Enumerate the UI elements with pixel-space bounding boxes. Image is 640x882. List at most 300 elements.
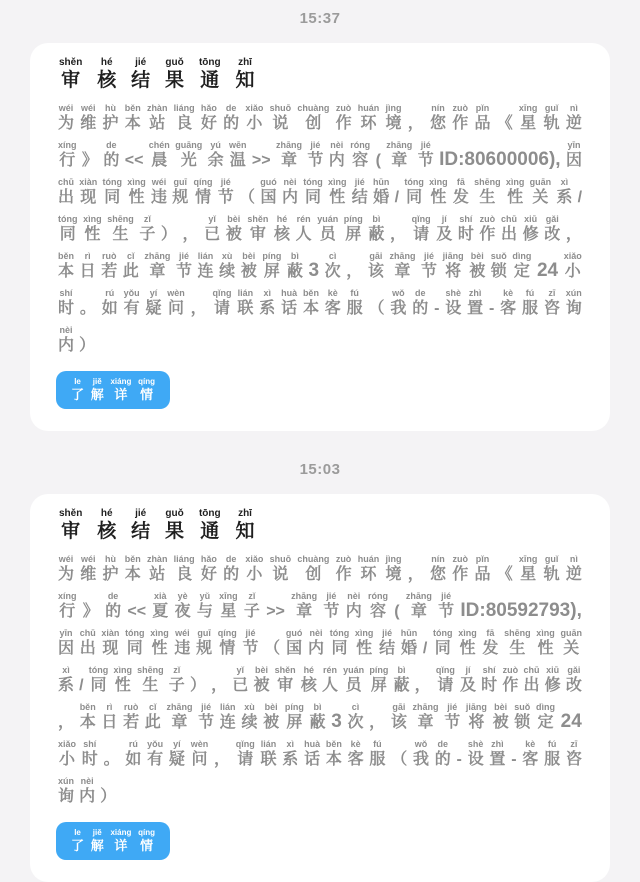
pinyin-annotation: fú [547, 739, 557, 749]
character-text: 《 [496, 115, 513, 132]
ruby-token [368, 251, 384, 282]
ruby-token [124, 288, 140, 319]
ruby-token [379, 628, 395, 659]
pinyin-annotation: chén [148, 140, 170, 150]
ruby-token [161, 225, 177, 245]
ruby-token [147, 739, 163, 770]
character-text: 余 [207, 152, 224, 169]
ruby-token [174, 628, 190, 659]
ruby-token [102, 554, 118, 585]
ruby-token [479, 214, 495, 245]
ruby-token [560, 628, 582, 659]
character-text: 您 [429, 566, 446, 583]
pinyin-annotation: píng [369, 665, 389, 675]
pinyin-annotation: suǒ [514, 702, 531, 712]
ruby-token [125, 628, 145, 659]
pinyin-annotation: xīng [518, 554, 538, 564]
ruby-token [566, 103, 582, 134]
ruby-token [103, 177, 123, 208]
ruby-token [297, 103, 329, 134]
ruby-token [113, 665, 132, 696]
character-text: 性 [356, 640, 373, 657]
ruby-token [393, 665, 409, 696]
pinyin-annotation: zhī [238, 57, 252, 68]
pinyin-annotation: kè [350, 739, 361, 749]
character-text: 为 [58, 566, 75, 583]
ruby-token [80, 299, 96, 319]
character-text: ( [394, 603, 400, 620]
character-text: 通 [200, 70, 220, 91]
ruby-token [101, 702, 117, 733]
pinyin-annotation: chū [523, 665, 540, 675]
ruby-token [368, 214, 384, 245]
pinyin-annotation: jìng [385, 554, 402, 564]
character-text: 内 [308, 640, 325, 657]
ruby-token [58, 288, 74, 319]
character-text: 我 [390, 300, 407, 317]
pinyin-annotation: de [106, 140, 117, 150]
character-text: 咨 [565, 751, 582, 768]
pinyin-annotation: tóng [102, 177, 122, 187]
ruby-token [175, 140, 202, 171]
character-text: 品 [474, 566, 491, 583]
pinyin-annotation: hūn [400, 628, 418, 638]
character-text: 我 [412, 751, 429, 768]
character-text: ， [182, 226, 199, 243]
pinyin-annotation: bì [397, 665, 406, 675]
pinyin-annotation: jí [465, 665, 471, 675]
ruby-token [556, 177, 572, 208]
pinyin-annotation: zhàn [146, 554, 168, 564]
character-text: ， [346, 263, 363, 280]
ruby-token [491, 251, 507, 282]
pinyin-annotation: hūn [372, 177, 390, 187]
character-text: 锁 [490, 263, 507, 280]
character-text: 章 [394, 263, 411, 280]
character-text: 被 [225, 226, 242, 243]
pinyin-annotation: lián [220, 702, 236, 712]
ruby-token [530, 177, 552, 208]
character-text: 轨 [543, 566, 560, 583]
ruby-token [376, 151, 381, 171]
character-text: 审 [249, 226, 266, 243]
character-text: 3 [331, 711, 342, 732]
pinyin-annotation: yǒu [123, 288, 140, 298]
ruby-token [58, 177, 74, 208]
ruby-token [145, 288, 161, 319]
character-text: 连 [197, 263, 214, 280]
ruby-token [274, 214, 290, 245]
ruby-token [241, 251, 257, 282]
ruby-token [213, 288, 232, 319]
ruby-token [497, 114, 513, 134]
character-text: 被 [253, 677, 270, 694]
learn-more-button[interactable] [56, 822, 170, 860]
pinyin-annotation: huà [281, 288, 298, 298]
ruby-token [71, 828, 84, 854]
pinyin-annotation: shěn [247, 214, 269, 224]
character-text: ） [189, 677, 206, 694]
pinyin-annotation: nín [431, 554, 445, 564]
character-text: 系 [259, 300, 276, 317]
pinyin-annotation: shěn [274, 665, 296, 675]
character-text: 好 [200, 115, 217, 132]
character-text: ） [100, 788, 117, 805]
ruby-token [460, 601, 581, 621]
pinyin-annotation: xiàn [101, 628, 120, 638]
character-text: 系 [58, 677, 75, 694]
pinyin-annotation: hù [104, 103, 116, 113]
ruby-token [232, 665, 248, 696]
ruby-token [566, 739, 582, 770]
ruby-token [252, 151, 271, 171]
ruby-token [373, 177, 390, 208]
ruby-token [123, 702, 139, 733]
pinyin-annotation: guǒ [165, 508, 184, 519]
ruby-token [201, 103, 217, 134]
character-text: 已 [204, 226, 221, 243]
pinyin-annotation: bèi [254, 665, 268, 675]
pinyin-annotation: rén [296, 214, 311, 224]
pinyin-annotation: róng [367, 591, 388, 601]
ruby-token [123, 251, 139, 282]
ruby-token [412, 214, 431, 245]
pinyin-annotation: zhàn [146, 103, 168, 113]
ruby-token [59, 57, 82, 92]
pinyin-annotation: shè [445, 288, 462, 298]
pinyin-annotation: nì [569, 554, 578, 564]
character-text: 情 [194, 189, 211, 206]
card-title [56, 508, 584, 545]
character-text: 性 [430, 189, 447, 206]
pinyin-annotation: xíng [58, 140, 77, 150]
character-text: 章 [391, 152, 408, 169]
ruby-token [226, 214, 242, 245]
character-text: 站 [149, 566, 166, 583]
character-text: ( [375, 152, 381, 169]
ruby-token [191, 739, 209, 770]
pinyin-annotation: xiǎo [245, 103, 264, 113]
character-text: ID:80592793), [460, 600, 582, 621]
pinyin-annotation: wǒ [414, 739, 428, 749]
character-text: 作 [502, 677, 519, 694]
pinyin-annotation: tóng [303, 177, 323, 187]
ruby-token [219, 251, 235, 282]
character-text: 小 [246, 115, 263, 132]
ruby-token [412, 288, 428, 319]
pinyin-annotation: nèi [283, 177, 297, 187]
pinyin-annotation: le [74, 827, 81, 837]
pinyin-annotation: qíng [138, 827, 155, 837]
ruby-token [391, 750, 407, 770]
character-text: 维 [80, 566, 97, 583]
pinyin-annotation: dìng [535, 702, 555, 712]
pinyin-annotation: xìng [83, 214, 102, 224]
pinyin-annotation: rú [128, 739, 138, 749]
ruby-token [413, 739, 429, 770]
pinyin-annotation: zhāng [386, 140, 413, 150]
character-text: 锁 [514, 714, 531, 731]
character-text: 逆 [565, 566, 582, 583]
character-text: 审 [61, 70, 81, 91]
ruby-token [322, 665, 338, 696]
character-text: 问 [191, 751, 208, 768]
character-text: 本 [302, 300, 319, 317]
character-text: 星 [520, 566, 537, 583]
ruby-token [436, 665, 455, 696]
ruby-token [89, 665, 109, 696]
ruby-token [453, 177, 469, 208]
pinyin-annotation: běn [124, 554, 141, 564]
ruby-token [369, 713, 385, 733]
ruby-token [390, 288, 406, 319]
character-text: 客 [522, 751, 539, 768]
ruby-token [102, 288, 118, 319]
pinyin-annotation: zhī [238, 508, 252, 519]
pinyin-annotation: guān [560, 628, 582, 638]
pinyin-annotation: hù [104, 554, 116, 564]
character-text: 请 [437, 677, 454, 694]
ruby-token [97, 508, 116, 543]
ruby-token [58, 103, 74, 134]
ruby-token [304, 739, 320, 770]
character-text: 规 [196, 640, 213, 657]
pinyin-annotation: kè [503, 288, 514, 298]
pinyin-annotation: tóng [88, 665, 109, 675]
character-text: 出 [79, 640, 96, 657]
pinyin-annotation: zī [570, 739, 578, 749]
character-text: 审 [277, 677, 294, 694]
ruby-token [286, 628, 303, 659]
character-text: 国 [260, 189, 277, 206]
pinyin-annotation: xīng [219, 591, 238, 601]
character-text: - [434, 300, 440, 317]
ruby-token [522, 288, 538, 319]
ruby-token [430, 103, 446, 134]
character-text: 节 [323, 603, 340, 620]
pinyin-annotation: jié [441, 591, 452, 601]
character-text: 置 [467, 300, 484, 317]
ruby-token [309, 261, 320, 281]
ruby-token [457, 750, 462, 770]
ruby-token [394, 602, 399, 622]
character-text: 核 [300, 677, 317, 694]
ruby-token [317, 214, 338, 245]
character-text: 现 [80, 189, 97, 206]
ruby-token [566, 225, 582, 245]
ruby-token [296, 214, 312, 245]
pinyin-annotation: yí [173, 739, 181, 749]
ruby-token [214, 750, 230, 770]
pinyin-annotation: wéi [175, 628, 190, 638]
ruby-token [241, 702, 257, 733]
character-text: 婚 [373, 189, 390, 206]
pinyin-annotation: zuò [502, 665, 519, 675]
character-text: 客 [347, 751, 364, 768]
character-text: 的 [223, 115, 240, 132]
character-text: 话 [281, 300, 298, 317]
ruby-token [172, 177, 188, 208]
ruby-token [415, 676, 431, 696]
character-text: 章 [171, 714, 188, 731]
character-text: 话 [304, 751, 321, 768]
ruby-token [285, 702, 304, 733]
pinyin-annotation: qǐng [212, 288, 232, 298]
ruby-token [138, 828, 155, 854]
character-text: 出 [523, 677, 540, 694]
ruby-token [544, 554, 560, 585]
character-text: 屏 [286, 714, 303, 731]
ruby-token [347, 702, 363, 733]
character-text: 人 [295, 226, 312, 243]
pinyin-annotation: guǒ [165, 57, 184, 68]
character-text: ， [190, 300, 207, 317]
pinyin-annotation: zǐ [248, 591, 256, 601]
pinyin-annotation: shí [482, 665, 496, 675]
ruby-token [287, 251, 303, 282]
pinyin-annotation: jié [178, 251, 189, 261]
pinyin-annotation: píng [343, 214, 363, 224]
ruby-token [83, 214, 102, 245]
character-text: 节 [444, 714, 461, 731]
ruby-token [218, 177, 234, 208]
pinyin-annotation: xiàn [79, 177, 98, 187]
ruby-token [408, 565, 424, 585]
character-text: 的 [434, 751, 451, 768]
pinyin-annotation: qíng [138, 376, 155, 386]
ruby-token [79, 776, 95, 807]
character-text: 站 [149, 115, 166, 132]
pinyin-annotation: píng [262, 251, 282, 261]
character-text: 生 [112, 226, 129, 243]
character-text: 被 [263, 714, 280, 731]
character-text: 良 [176, 115, 193, 132]
pinyin-annotation: chuàng [297, 554, 330, 564]
ruby-token [229, 140, 247, 171]
ruby-token [421, 251, 437, 282]
character-text: 作 [335, 115, 352, 132]
pinyin-annotation: guǐ [544, 103, 559, 113]
pinyin-annotation: huà [304, 739, 321, 749]
pinyin-annotation: běn [124, 103, 141, 113]
ruby-token [198, 702, 214, 733]
pinyin-annotation: xiǎo [245, 554, 264, 564]
character-text: 现 [102, 640, 119, 657]
character-text: 同 [304, 189, 321, 206]
ruby-token [408, 114, 424, 134]
character-text: 续 [241, 714, 258, 731]
pinyin-annotation: cǐ [127, 251, 135, 261]
ruby-token [58, 214, 78, 245]
character-text: / [394, 189, 400, 206]
ruby-token [404, 177, 424, 208]
ruby-token [100, 787, 116, 807]
character-text: ， [407, 566, 424, 583]
ruby-token [430, 554, 446, 585]
pinyin-annotation: bèi [470, 251, 484, 261]
ruby-token [190, 676, 206, 696]
ruby-token [438, 591, 454, 622]
pinyin-annotation: hé [100, 508, 113, 519]
ruby-token [125, 151, 144, 171]
character-text: 因 [565, 152, 582, 169]
pinyin-annotation: rén [322, 665, 337, 675]
character-text: 的 [223, 566, 240, 583]
pinyin-annotation: fā [456, 177, 465, 187]
pinyin-annotation: tóng [404, 177, 424, 187]
ruby-token [236, 739, 255, 770]
pinyin-annotation: jìng [385, 103, 402, 113]
ruby-token [237, 288, 253, 319]
character-text: 联 [260, 751, 277, 768]
character-text: 的 [105, 603, 122, 620]
ruby-token [104, 750, 120, 770]
character-text: 同 [104, 189, 121, 206]
pinyin-annotation: xìng [150, 628, 169, 638]
ruby-token [564, 251, 582, 282]
character-text: 生 [479, 189, 496, 206]
pinyin-annotation: shēng [107, 214, 134, 224]
ruby-token [522, 739, 538, 770]
ruby-token [282, 739, 298, 770]
character-text: << [124, 152, 144, 169]
ruby-token [346, 591, 362, 622]
pinyin-annotation: zhāng [389, 251, 416, 261]
pinyin-annotation: běn [79, 702, 96, 712]
ruby-token [151, 177, 167, 208]
ruby-token [82, 739, 98, 770]
pinyin-annotation: wéi [80, 554, 96, 564]
ruby-token [166, 702, 192, 733]
ruby-token [489, 739, 505, 770]
ruby-token [211, 676, 227, 696]
ruby-token [71, 377, 84, 403]
pinyin-annotation: bèi [494, 702, 508, 712]
pinyin-annotation: ruò [101, 251, 117, 261]
character-text: 修 [522, 226, 539, 243]
pinyin-annotation: tóng [329, 628, 350, 638]
character-text: 维 [80, 115, 97, 132]
character-text: 将 [445, 263, 462, 280]
pinyin-annotation: qíng [193, 177, 213, 187]
pinyin-annotation: lián [197, 251, 214, 261]
character-text: 晨 [151, 152, 168, 169]
ruby-token [435, 739, 451, 770]
ruby-token [208, 140, 224, 171]
character-text: 同 [59, 226, 76, 243]
ruby-token [58, 591, 77, 622]
pinyin-annotation: fú [525, 288, 535, 298]
pinyin-annotation: fú [350, 288, 359, 298]
pinyin-annotation: jié [354, 177, 365, 187]
character-text: 日 [101, 714, 118, 731]
pinyin-annotation: hé [276, 214, 288, 224]
pinyin-annotation: shěn [59, 57, 83, 68]
ruby-token [330, 628, 350, 659]
message-timestamp: 15:37 [299, 10, 341, 27]
ruby-token [247, 214, 268, 245]
learn-more-button[interactable] [56, 371, 170, 409]
pinyin-annotation: xīng [518, 103, 538, 113]
ruby-token [452, 103, 468, 134]
character-text: 的 [412, 300, 429, 317]
ruby-token [561, 712, 582, 732]
character-text: 人 [321, 677, 338, 694]
character-text: 设 [467, 751, 484, 768]
character-text: 节 [421, 263, 438, 280]
ruby-token [536, 628, 555, 659]
ruby-token [219, 591, 238, 622]
